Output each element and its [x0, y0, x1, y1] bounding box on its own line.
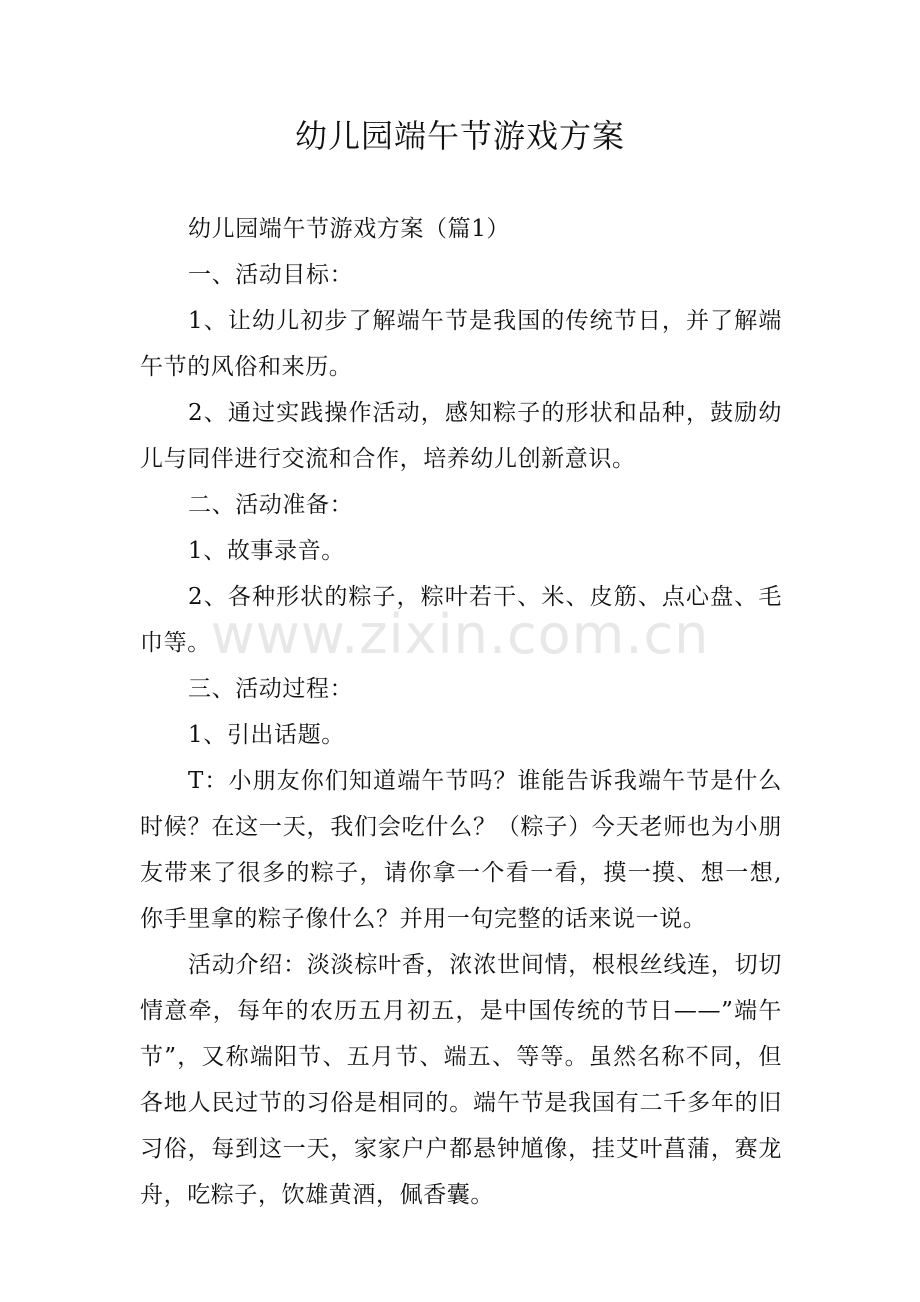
paragraph-goal-2: 2、通过实践操作活动，感知粽子的形状和品种，鼓励幼儿与同伴进行交流和合作，培养幼儿创新意识。: [140, 400, 782, 472]
watermark: www.zixin.com.cn: [210, 603, 710, 666]
paragraph-preparation-2: 2、各种形状的粽子，粽叶若干、米、皮筋、点心盘、毛巾等。: [140, 584, 782, 656]
paragraph-goal-1: 1、让幼儿初步了解端午节是我国的传统节日，并了解端午节的风俗和来历。: [140, 308, 782, 380]
paragraph-preparation-1: 1、故事录音。: [188, 538, 345, 564]
document-title: 幼儿园端午节游戏方案: [294, 117, 625, 155]
paragraph-process-1: 1、引出话题。: [188, 722, 345, 748]
paragraph-process-heading: 三、活动过程：: [188, 676, 354, 702]
document-body: [140, 206, 782, 1218]
paragraph-preparation-heading: 二、活动准备：: [188, 492, 354, 518]
paragraph-activity-intro: 活动介绍：淡淡棕叶香，浓浓世间情，根根丝线连，切切情意牵，每年的农历五月初五，是中国传统的节日——”端午节”，又称端阳节、五月节、端五、等等。虽然名称不同，但各地人民过节的习俗是相同的。端午节是我国有二千多年的旧习俗，每到这一天，家家户户都悬钟馗像，挂艾叶菖蒲，赛龙舟，吃粽子，饮雄黄酒，佩香囊。: [140, 952, 782, 1208]
paragraph-goals-heading: 一、活动目标：: [188, 262, 354, 288]
paragraph-teacher-dialogue: T：小朋友你们知道端午节吗？谁能告诉我端午节是什么时候？在这一天，我们会吃什么？（粽子）今天老师也为小朋友带来了很多的粽子，请你拿一个看一看，摸一摸、想一想,你手里拿的粽子像什么？并用一句完整的话来说一说。: [140, 768, 782, 932]
paragraph-section-heading: 幼儿园端午节游戏方案（篇1）: [188, 216, 511, 242]
